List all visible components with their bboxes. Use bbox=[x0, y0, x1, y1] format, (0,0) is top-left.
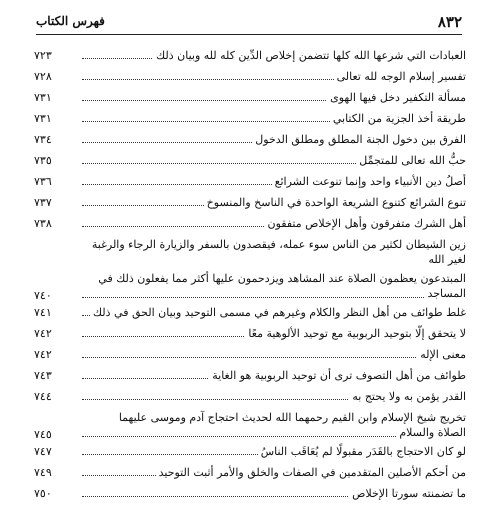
entry-page-number: ٧٣٥ bbox=[34, 154, 52, 167]
entry-title: من أحكم الأصلين المتقدمين في الصفات والخلق والأمر أثبت التوحيد bbox=[156, 467, 466, 479]
entry-title: طوائف من أهل التصوف ترى أن توحيد الربوبية هو الغاية bbox=[209, 370, 466, 382]
entry-title: الفرق بين دخول الجنة المطلق ومطلق الدخول bbox=[252, 134, 466, 146]
index-entry bbox=[34, 410, 466, 444]
index-entry bbox=[34, 368, 466, 389]
entry-title: العبادات التي شرعها الله كلها تتضمن إخلاص الدِّين كله لله وبيان ذلك bbox=[153, 50, 466, 62]
entry-title: أهل الشرك متفرقون وأهل الإخلاص متفقون bbox=[265, 218, 466, 230]
entry-page-number: ٧٥٠ bbox=[34, 487, 52, 500]
entry-title: تفسير إسلام الوجه لله تعالى bbox=[334, 71, 466, 83]
index-entry bbox=[34, 347, 466, 368]
entry-page-number: ٧٤٣ bbox=[34, 369, 52, 382]
entry-page-number: ٧٤٥ bbox=[34, 428, 52, 441]
entry-title: تنوع الشرائع كتنوع الشريعة الواحدة في الناسخ والمنسوخ bbox=[204, 197, 466, 209]
index-entry bbox=[34, 237, 466, 271]
dot-leader bbox=[82, 297, 466, 298]
page-number: ٨٣٢ bbox=[437, 13, 462, 31]
entry-page-number: ٧٢٣ bbox=[34, 49, 52, 62]
entry-page-number: ٧٤٢ bbox=[34, 327, 52, 340]
index-entries bbox=[34, 48, 466, 507]
entry-page-number: ٧٣٤ bbox=[34, 133, 52, 146]
entry-title-continued: لغير الله bbox=[426, 254, 467, 266]
index-entry bbox=[34, 465, 466, 486]
page-header bbox=[36, 8, 462, 35]
running-title: فهرس الكتاب bbox=[36, 14, 105, 28]
entry-page-number: ٧٣٦ bbox=[34, 175, 52, 188]
entry-page-number: ٧٣٨ bbox=[34, 217, 52, 230]
entry-page-number: ٧٣٧ bbox=[34, 196, 52, 209]
entry-page-number: ٧٣١ bbox=[34, 91, 52, 104]
index-entry bbox=[34, 326, 466, 347]
entry-title: زين الشيطان لكثير من الناس سوء عمله، فيقصدون بالسفر والزيارة الرجاء والرغبة bbox=[89, 239, 466, 251]
entry-title: مسألة التكفير دخل فيها الهوى bbox=[327, 92, 466, 104]
index-entry bbox=[34, 174, 466, 195]
index-entry bbox=[34, 216, 466, 237]
dot-leader bbox=[82, 357, 466, 358]
index-entry bbox=[34, 195, 466, 216]
entry-title: لو كان الاحتجاج بالقَدَر مقبولًا لم يُعَاقَب الناسُ bbox=[258, 446, 466, 458]
entry-title: تخريج شيخ الإسلام وابن القيم رحمهما الله لحديث احتجاج آدم وموسى عليهما bbox=[116, 412, 466, 424]
index-entry bbox=[34, 305, 466, 326]
entry-title: ما تضمنته سورتا الإخلاص bbox=[349, 488, 466, 500]
entry-title: طريقة أخذ الجزية من الكتابي bbox=[330, 113, 466, 125]
entry-page-number: ٧٣١ bbox=[34, 112, 52, 125]
index-entry bbox=[34, 132, 466, 153]
entry-page-number: ٧٤٧ bbox=[34, 445, 52, 458]
entry-title: أصلُ دين الأنبياء واحد وإنما تنوعت الشرائع bbox=[272, 176, 466, 188]
index-entry bbox=[34, 90, 466, 111]
entry-page-number: ٧٤٢ bbox=[34, 348, 52, 361]
index-entry bbox=[34, 389, 466, 410]
entry-title: المبتدعون يعظمون الصلاة عند المشاهد ويزدحمون عليها أكثر مما يفعلون ذلك في bbox=[95, 273, 466, 285]
entry-page-number: ٧٤٠ bbox=[34, 289, 52, 302]
entry-title: حبُّ الله تعالى للمتجمِّل bbox=[356, 155, 466, 167]
index-entry bbox=[34, 271, 466, 305]
entry-title: غلط طوائف من أهل النظر والكلام وغيرهم في مسمى التوحيد وبيان الحق في ذلك bbox=[90, 307, 466, 319]
entry-page-number: ٧٢٨ bbox=[34, 70, 52, 83]
index-entry bbox=[34, 153, 466, 174]
entry-title: القدر يؤمن به ولا يحتج به bbox=[349, 391, 466, 403]
entry-title: معنى الإله bbox=[417, 349, 466, 361]
index-entry bbox=[34, 444, 466, 465]
index-entry bbox=[34, 69, 466, 90]
index-entry bbox=[34, 486, 466, 507]
index-entry bbox=[34, 111, 466, 132]
entry-title: لا يتحقق إلّا بتوحيد الربوبية مع توحيد الألوهية معًا bbox=[245, 328, 466, 340]
entry-page-number: ٧٤١ bbox=[34, 306, 52, 319]
entry-page-number: ٧٤٩ bbox=[34, 466, 52, 479]
entry-page-number: ٧٤٤ bbox=[34, 390, 52, 403]
entry-title-continued: الصلاة والسلام bbox=[396, 427, 466, 439]
entry-title-continued: المساجد bbox=[424, 288, 466, 300]
index-entry bbox=[34, 48, 466, 69]
